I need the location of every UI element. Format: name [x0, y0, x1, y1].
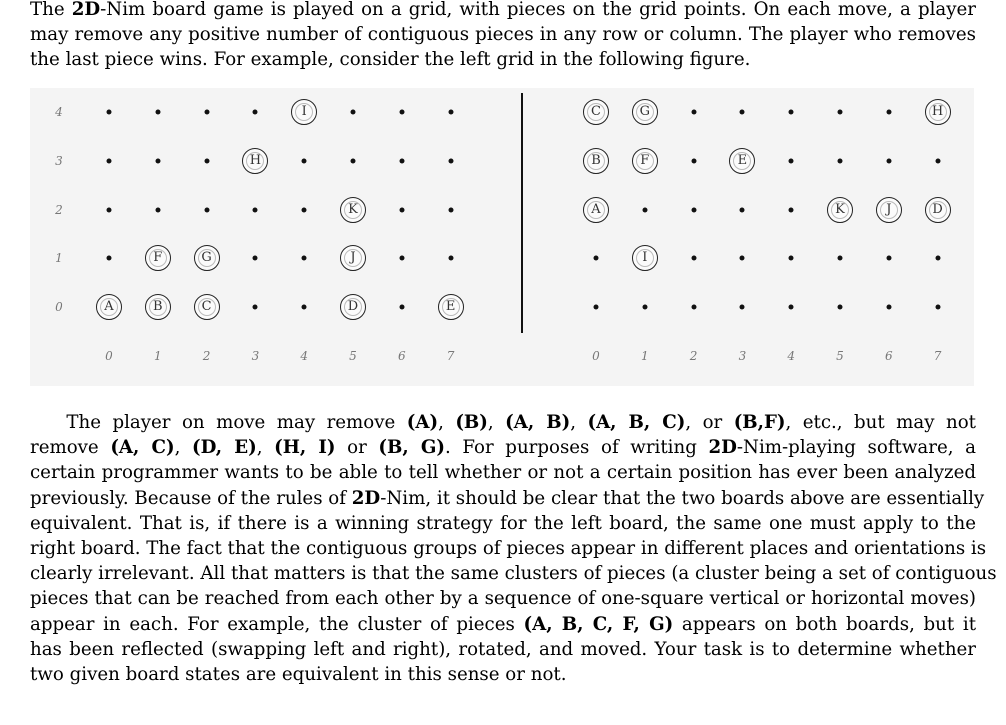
grid-point [740, 256, 745, 261]
grid-point [789, 158, 794, 163]
column-label: 6 [397, 349, 406, 363]
grid-point [107, 110, 112, 115]
grid-point [253, 256, 258, 261]
grid-point [204, 158, 209, 163]
column-label: 0 [105, 349, 113, 363]
text-line [30, 435, 976, 460]
grid-point [838, 110, 843, 115]
text-run: has been reflected (swapping left and right), rotated, and moved. Your task is to determine whether [30, 638, 976, 660]
intro-paragraph [30, 0, 976, 73]
grid-point [155, 158, 160, 163]
grid-point [838, 305, 843, 310]
grid-point [399, 256, 404, 261]
column-label: 5 [836, 349, 844, 363]
body-paragraph [30, 410, 997, 687]
text-line [30, 511, 976, 536]
text-run: -Nim board game is played on a grid, with pieces on the grid points. On each move, a player [100, 0, 976, 20]
grid-point [838, 158, 843, 163]
grid-point [399, 207, 404, 212]
piece-g: G [194, 245, 220, 271]
text-run: , [570, 412, 588, 433]
grid-point [594, 256, 599, 261]
grid-point [691, 256, 696, 261]
column-label: 7 [933, 349, 942, 363]
grid-point [302, 305, 307, 310]
column-label: 5 [349, 349, 357, 363]
column-label: 3 [738, 349, 747, 363]
grid-point [107, 256, 112, 261]
grid-point [789, 207, 794, 212]
piece-h: H [242, 148, 268, 174]
text-run: two given board states are equivalent in this sense or not. [30, 664, 567, 686]
grid-point [740, 305, 745, 310]
grid-point [351, 158, 356, 163]
bold-term: (B) [455, 412, 488, 433]
grid-point [838, 256, 843, 261]
grid-point [886, 110, 891, 115]
piece-g: G [632, 99, 658, 125]
grid-point [399, 305, 404, 310]
piece-b: B [583, 148, 609, 174]
grid-point [642, 305, 647, 310]
text-line [30, 662, 976, 687]
bold-term: (A, B, C, F, G) [523, 613, 674, 635]
text-run: The [30, 0, 72, 20]
column-label: 4 [300, 349, 309, 363]
grid-point [740, 110, 745, 115]
row-label: 3 [55, 153, 63, 168]
text-run: or [335, 437, 379, 459]
text-line [30, 0, 976, 22]
grid-point [107, 158, 112, 163]
bold-term: (H, I) [274, 437, 336, 459]
text-run: . For purposes of writing [445, 437, 709, 459]
grid-point [691, 207, 696, 212]
grid-point [155, 207, 160, 212]
grid-point [351, 110, 356, 115]
bold-term: (B,F) [733, 412, 786, 433]
grid-point [886, 158, 891, 163]
piece-a: A [583, 197, 609, 223]
grid-point [155, 110, 160, 115]
column-label: 6 [884, 349, 893, 363]
column-label: 7 [446, 349, 455, 363]
text-run: previously. Because of the rules of [30, 487, 352, 509]
text-run: , etc., but may not [785, 412, 976, 433]
grid-point [740, 207, 745, 212]
grid-point [886, 305, 891, 310]
piece-i: I [291, 99, 317, 125]
piece-k: K [827, 197, 853, 223]
grid-point [691, 110, 696, 115]
row-label: 0 [55, 300, 63, 315]
grid-point [789, 110, 794, 115]
piece-f: F [632, 148, 658, 174]
grid-point [302, 256, 307, 261]
grid-point [253, 207, 258, 212]
bold-term: (A) [406, 412, 439, 433]
piece-h: H [925, 99, 951, 125]
row-label: 1 [55, 251, 63, 266]
bold-term: (B, G) [378, 437, 446, 459]
grid-point [691, 305, 696, 310]
piece-b: B [145, 294, 171, 320]
grid-point [886, 256, 891, 261]
text-run: , [438, 412, 456, 433]
piece-d: D [340, 294, 366, 320]
text-run: , [174, 437, 193, 459]
text-line [30, 612, 976, 637]
piece-k: K [340, 197, 366, 223]
grid-point [302, 158, 307, 163]
grid-point [691, 158, 696, 163]
text-run: remove [30, 437, 111, 459]
grid-point [399, 110, 404, 115]
text-run: appears on both boards, but it [673, 613, 976, 635]
text-run: The player on move may remove [30, 412, 407, 433]
bold-term: (A, B) [505, 412, 571, 433]
grid-point [253, 305, 258, 310]
grid-point [935, 256, 940, 261]
text-line [30, 410, 976, 435]
text-run: -Nim, it should be clear that the two boards above are essentially [380, 487, 985, 509]
piece-j: J [340, 245, 366, 271]
piece-d: D [925, 197, 951, 223]
text-run: pieces that can be reached from each other by a sequence of one-square vertical or horizontal moves) [30, 588, 976, 610]
text-run: clearly irrelevant. All that matters is that the same clusters of pieces (a cluster being a set of contiguous [30, 563, 997, 585]
grid-point [642, 207, 647, 212]
bold-term: (D, E) [192, 437, 257, 459]
column-label: 4 [787, 349, 796, 363]
text-line [30, 637, 976, 662]
piece-c: C [194, 294, 220, 320]
column-label: 1 [153, 349, 162, 363]
grid-point [935, 305, 940, 310]
grid-point [204, 110, 209, 115]
column-label: 3 [251, 349, 260, 363]
column-label: 2 [202, 349, 211, 363]
text-line [30, 536, 987, 561]
piece-e: E [729, 148, 755, 174]
column-label: 2 [689, 349, 698, 363]
text-line [30, 586, 976, 611]
text-run: equivalent. That is, if there is a winning strategy for the left board, the same one must apply to the [30, 512, 976, 534]
piece-f: F [145, 245, 171, 271]
piece-e: E [438, 294, 464, 320]
bold-term: (A, C) [110, 437, 175, 459]
bold-term: 2D [351, 487, 381, 509]
grid-point [399, 158, 404, 163]
row-label: 2 [55, 202, 63, 217]
text-line [30, 486, 985, 511]
piece-i: I [632, 245, 658, 271]
bold-term: (A, B, C) [587, 412, 686, 433]
piece-j: J [876, 197, 902, 223]
text-line [30, 22, 976, 47]
piece-a: A [96, 294, 122, 320]
text-line [30, 47, 976, 72]
board-divider [521, 93, 523, 333]
text-line [30, 561, 997, 586]
grid-point [204, 207, 209, 212]
text-run: , [487, 412, 506, 433]
grid-point [789, 305, 794, 310]
text-run: -Nim-playing software, a [736, 437, 976, 459]
text-line [30, 460, 976, 485]
grid-point [448, 158, 453, 163]
bold-term: 2D [71, 0, 101, 20]
text-run: appear in each. For example, the cluster of pieces [30, 613, 524, 635]
text-run: right board. The fact that the contiguous groups of pieces appear in different places and orientations is [30, 538, 987, 560]
text-run: certain programmer wants to be able to tell whether or not a certain position has ever been analyzed [30, 462, 976, 484]
text-run: , or [685, 412, 734, 433]
piece-c: C [583, 99, 609, 125]
grid-point [448, 207, 453, 212]
grid-point [302, 207, 307, 212]
text-run: , [256, 437, 275, 459]
text-run: the last piece wins. For example, consider the left grid in the following figure. [30, 49, 751, 71]
grid-point [107, 207, 112, 212]
row-label: 4 [55, 105, 63, 119]
column-label: 1 [640, 349, 649, 363]
column-label: 0 [592, 349, 600, 363]
grid-point [594, 305, 599, 310]
grid-point [253, 110, 258, 115]
grid-point [935, 158, 940, 163]
grid-point [789, 256, 794, 261]
figure-boards [30, 88, 974, 386]
text-run: may remove any positive number of contiguous pieces in any row or column. The player who removes [30, 24, 976, 46]
bold-term: 2D [708, 437, 737, 459]
grid-point [448, 110, 453, 115]
grid-point [448, 256, 453, 261]
